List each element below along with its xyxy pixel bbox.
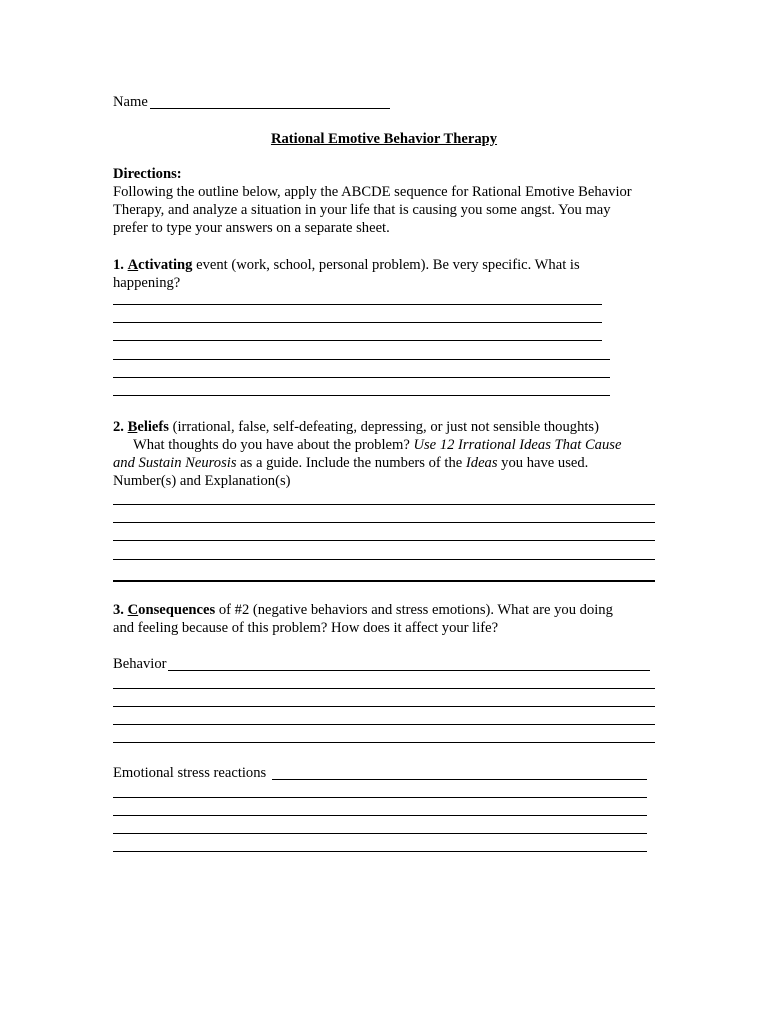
section-2-ideas-word: Ideas [465, 455, 498, 471]
section-2-key-word: eliefs [137, 419, 169, 435]
section-2-prompt-line-2 [133, 436, 621, 454]
section-2-reference-title-part-1: Use 12 Irrational Ideas That Cause [413, 437, 622, 453]
answer-line-2-2[interactable] [113, 522, 655, 523]
name-label: Name [113, 94, 148, 110]
answer-line-1-6[interactable] [113, 395, 610, 396]
emotional-answer-line-1[interactable] [272, 779, 647, 780]
emotional-answer-line-3[interactable] [113, 815, 647, 816]
answer-line-2-3[interactable] [113, 540, 655, 541]
answer-line-1-1[interactable] [113, 304, 602, 305]
section-3-key-word: onsequences [138, 602, 216, 618]
directions-text-line-2: Therapy, and analyze a situation in your life that is causing you some angst. You may [113, 202, 611, 218]
section-3-prompt-line-1 [113, 601, 613, 619]
answer-line-2-1[interactable] [113, 504, 655, 505]
emotional-answer-line-5[interactable] [113, 851, 647, 852]
directions-text-line-3: prefer to type your answers on a separate sheet. [113, 220, 390, 236]
section-2-key-letter: B [127, 419, 138, 435]
behavior-answer-line-5[interactable] [113, 742, 655, 743]
answer-line-1-5[interactable] [113, 377, 610, 378]
answer-line-1-3[interactable] [113, 340, 602, 341]
section-1-prompt-line-1 [113, 256, 580, 274]
section-3-number: 3. [113, 602, 124, 618]
behavior-answer-line-3[interactable] [113, 706, 655, 707]
section-1-number: 1. [113, 257, 124, 273]
directions-heading: Directions: [113, 166, 182, 182]
section-2-number: 2. [113, 419, 124, 435]
section-3-key-letter: C [127, 602, 139, 618]
behavior-label: Behavior [113, 656, 167, 672]
emotional-answer-line-4[interactable] [113, 833, 647, 834]
section-2-prompt-line-3 [113, 454, 588, 472]
section-2-guide-text: as a guide. Include the numbers of the [236, 455, 466, 471]
section-2-prompt-line-1 [113, 418, 599, 436]
answer-line-2-4[interactable] [113, 559, 655, 560]
emotional-reactions-label: Emotional stress reactions [113, 765, 267, 781]
name-field-line[interactable] [150, 108, 390, 109]
behavior-answer-line-4[interactable] [113, 724, 655, 725]
behavior-answer-line-2[interactable] [113, 688, 655, 689]
section-1-key-word: ctivating [138, 257, 193, 273]
section-3-prompt-line-2: and feeling because of this problem? How does it affect your life? [113, 620, 499, 636]
section-2-prompt-text: (irrational, false, self-defeating, depressing, or just not sensible thoughts) [168, 419, 599, 435]
answer-line-1-2[interactable] [113, 322, 602, 323]
section-3-prompt-text: of #2 (negative behaviors and stress emotions). What are you doing [215, 602, 613, 618]
answer-line-1-4[interactable] [113, 359, 610, 360]
section-2-question: What thoughts do you have about the problem? [133, 437, 414, 453]
emotional-answer-line-2[interactable] [113, 797, 647, 798]
section-1-prompt-text: event (work, school, personal problem). Be very specific. What is [192, 257, 580, 273]
section-1-key-letter: A [127, 257, 139, 273]
behavior-answer-line-1[interactable] [168, 670, 650, 671]
section-2-reference-title-part-2: and Sustain Neurosis [113, 455, 237, 471]
section-2-subheading: Number(s) and Explanation(s) [113, 473, 291, 489]
section-2-guide-end: you have used. [497, 455, 589, 471]
worksheet-title: Rational Emotive Behavior Therapy [270, 131, 498, 147]
section-1-prompt-line-2: happening? [113, 275, 181, 291]
directions-text-line-1: Following the outline below, apply the ABCDE sequence for Rational Emotive Behavior [113, 184, 632, 200]
answer-line-2-5[interactable] [113, 580, 655, 582]
